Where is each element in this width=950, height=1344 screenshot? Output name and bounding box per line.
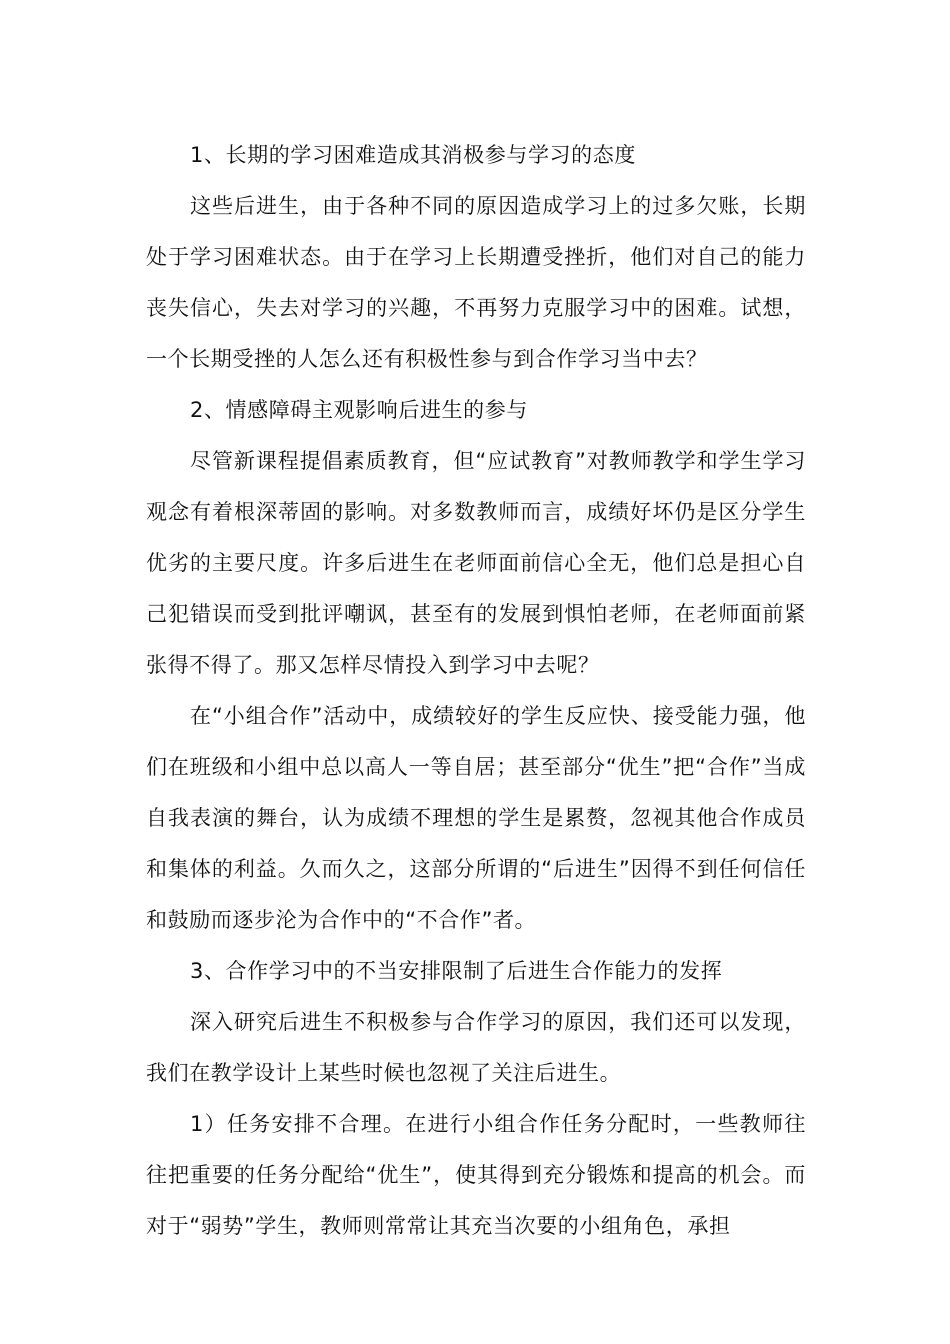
- paragraph-5: 1）任务安排不合理。在进行小组合作任务分配时，一些教师往往把重要的任务分配给“优生”，使其得到充分锻炼和提高的机会。而对于“弱势”学生，教师则常常让其充当次要的小组角色，承担: [146, 1112, 806, 1238]
- heading-2: 2、情感障碍主观影响后进生的参与: [190, 398, 528, 422]
- heading-1: 1、长期的学习困难造成其消极参与学习的态度: [190, 143, 636, 167]
- paragraph-4: 深入研究后进生不积极参与合作学习的原因，我们还可以发现，我们在教学设计上某些时候也忽视了关注后进生。: [146, 1010, 806, 1085]
- paragraph-2: 尽管新课程提倡素质教育，但“应试教育”对教师教学和学生学习观念有着根深蒂固的影响。对多数教师而言，成绩好坏仍是区分学生优劣的主要尺度。许多后进生在老师面前信心全无，他们总是担心自己犯错误而受到批评嘲讽，甚至有的发展到惧怕老师，在老师面前紧张得不得了。那又怎样尽情投入到学习中去呢？: [146, 449, 806, 677]
- paragraph-3: 在“小组合作”活动中，成绩较好的学生反应快、接受能力强，他们在班级和小组中总以高人一等自居；甚至部分“优生”把“合作”当成自我表演的舞台，认为成绩不理想的学生是累赘，忽视其他合作成员和集体的利益。久而久之，这部分所谓的“后进生”因得不到任何信任和鼓励而逐步沦为合作中的“不合作”者。: [146, 704, 806, 932]
- heading-3: 3、合作学习中的不当安排限制了后进生合作能力的发挥: [190, 959, 723, 983]
- paragraph-1: 这些后进生，由于各种不同的原因造成学习上的过多欠账，长期处于学习困难状态。由于在学习上长期遭受挫折，他们对自己的能力丧失信心，失去对学习的兴趣，不再努力克服学习中的困难。试想，一个长期受挫的人怎么还有积极性参与到合作学习当中去？: [146, 194, 806, 371]
- document-body: [146, 130, 806, 1252]
